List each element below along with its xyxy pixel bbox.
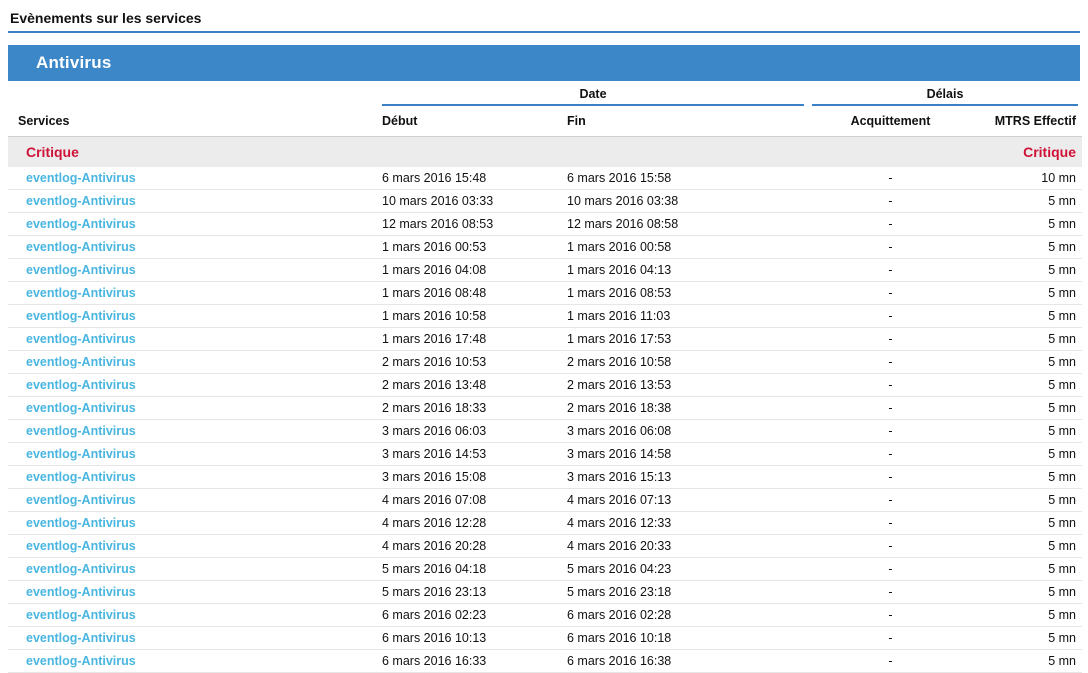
cell-fin: 1 mars 2016 17:53 (563, 328, 808, 351)
cell-mtrs: 5 mn (973, 282, 1082, 305)
table-row (8, 535, 1082, 558)
cell-debut: 2 mars 2016 18:33 (378, 397, 563, 420)
column-header-acquittement: Acquittement (808, 108, 973, 137)
cell-debut: 5 mars 2016 23:13 (378, 581, 563, 604)
cell-mtrs: 5 mn (973, 351, 1082, 374)
cell-fin: 1 mars 2016 04:13 (563, 259, 808, 282)
cell-debut: 2 mars 2016 10:53 (378, 351, 563, 374)
cell-fin: 4 mars 2016 20:33 (563, 535, 808, 558)
cell-debut: 6 mars 2016 16:33 (378, 650, 563, 673)
cell-acquittement: - (808, 190, 973, 213)
service-link[interactable]: eventlog-Antivirus (8, 443, 378, 466)
cell-mtrs: 5 mn (973, 604, 1082, 627)
cell-debut: 6 mars 2016 02:23 (378, 604, 563, 627)
cell-fin: 1 mars 2016 11:03 (563, 305, 808, 328)
table-row (8, 282, 1082, 305)
service-link[interactable]: eventlog-Antivirus (8, 512, 378, 535)
events-table-body (8, 81, 1082, 673)
group-header-delais (808, 81, 1082, 108)
cell-mtrs: 5 mn (973, 397, 1082, 420)
table-row (8, 420, 1082, 443)
service-link[interactable]: eventlog-Antivirus (8, 581, 378, 604)
table-row (8, 627, 1082, 650)
cell-acquittement: - (808, 466, 973, 489)
cell-acquittement: - (808, 305, 973, 328)
table-row (8, 328, 1082, 351)
cell-mtrs: 5 mn (973, 558, 1082, 581)
cell-debut: 4 mars 2016 07:08 (378, 489, 563, 512)
cell-fin: 2 mars 2016 10:58 (563, 351, 808, 374)
cell-mtrs: 5 mn (973, 489, 1082, 512)
service-link[interactable]: eventlog-Antivirus (8, 374, 378, 397)
cell-acquittement: - (808, 213, 973, 236)
table-row (8, 259, 1082, 282)
group-header-spacer (8, 81, 378, 108)
table-row (8, 305, 1082, 328)
service-link[interactable]: eventlog-Antivirus (8, 351, 378, 374)
service-link[interactable]: eventlog-Antivirus (8, 627, 378, 650)
service-link[interactable]: eventlog-Antivirus (8, 236, 378, 259)
table-row (8, 213, 1082, 236)
cell-debut: 3 mars 2016 06:03 (378, 420, 563, 443)
service-link[interactable]: eventlog-Antivirus (8, 259, 378, 282)
cell-fin: 2 mars 2016 18:38 (563, 397, 808, 420)
cell-mtrs: 5 mn (973, 259, 1082, 282)
severity-label-right: Critique (973, 137, 1082, 168)
cell-fin: 6 mars 2016 02:28 (563, 604, 808, 627)
severity-spacer (808, 137, 973, 168)
cell-mtrs: 5 mn (973, 420, 1082, 443)
events-table (8, 81, 1082, 673)
cell-fin: 1 mars 2016 08:53 (563, 282, 808, 305)
cell-acquittement: - (808, 535, 973, 558)
service-link[interactable]: eventlog-Antivirus (8, 650, 378, 673)
cell-acquittement: - (808, 167, 973, 190)
service-link[interactable]: eventlog-Antivirus (8, 535, 378, 558)
cell-fin: 2 mars 2016 13:53 (563, 374, 808, 397)
cell-mtrs: 5 mn (973, 466, 1082, 489)
service-link[interactable]: eventlog-Antivirus (8, 558, 378, 581)
group-header-date-label: Date (382, 87, 804, 106)
service-link[interactable]: eventlog-Antivirus (8, 167, 378, 190)
title-divider (8, 31, 1080, 33)
column-header-debut: Début (378, 108, 563, 137)
cell-acquittement: - (808, 512, 973, 535)
cell-mtrs: 5 mn (973, 374, 1082, 397)
cell-acquittement: - (808, 420, 973, 443)
cell-acquittement: - (808, 397, 973, 420)
cell-debut: 12 mars 2016 08:53 (378, 213, 563, 236)
cell-mtrs: 5 mn (973, 328, 1082, 351)
cell-acquittement: - (808, 351, 973, 374)
cell-debut: 4 mars 2016 20:28 (378, 535, 563, 558)
cell-debut: 1 mars 2016 04:08 (378, 259, 563, 282)
service-link[interactable]: eventlog-Antivirus (8, 397, 378, 420)
group-header-date (378, 81, 808, 108)
page-title: Evènements sur les services (10, 10, 202, 26)
cell-debut: 1 mars 2016 17:48 (378, 328, 563, 351)
cell-acquittement: - (808, 328, 973, 351)
service-link[interactable]: eventlog-Antivirus (8, 213, 378, 236)
service-link[interactable]: eventlog-Antivirus (8, 420, 378, 443)
severity-label-left: Critique (8, 137, 808, 168)
table-row (8, 512, 1082, 535)
cell-fin: 6 mars 2016 16:38 (563, 650, 808, 673)
cell-fin: 6 mars 2016 15:58 (563, 167, 808, 190)
cell-mtrs: 5 mn (973, 581, 1082, 604)
cell-debut: 6 mars 2016 15:48 (378, 167, 563, 190)
cell-fin: 1 mars 2016 00:58 (563, 236, 808, 259)
cell-debut: 4 mars 2016 12:28 (378, 512, 563, 535)
cell-fin: 5 mars 2016 04:23 (563, 558, 808, 581)
table-row (8, 351, 1082, 374)
cell-acquittement: - (808, 259, 973, 282)
cell-acquittement: - (808, 236, 973, 259)
service-link[interactable]: eventlog-Antivirus (8, 489, 378, 512)
cell-mtrs: 5 mn (973, 512, 1082, 535)
group-header-delais-label: Délais (812, 87, 1078, 106)
cell-fin: 4 mars 2016 07:13 (563, 489, 808, 512)
cell-mtrs: 5 mn (973, 236, 1082, 259)
cell-debut: 10 mars 2016 03:33 (378, 190, 563, 213)
table-row (8, 558, 1082, 581)
cell-debut: 3 mars 2016 15:08 (378, 466, 563, 489)
cell-mtrs: 5 mn (973, 627, 1082, 650)
table-row (8, 604, 1082, 627)
cell-mtrs: 5 mn (973, 650, 1082, 673)
table-row (8, 489, 1082, 512)
cell-debut: 2 mars 2016 13:48 (378, 374, 563, 397)
table-row (8, 650, 1082, 673)
column-header-row (8, 108, 1082, 137)
cell-acquittement: - (808, 627, 973, 650)
severity-group-row (8, 137, 1082, 168)
cell-fin: 3 mars 2016 15:13 (563, 466, 808, 489)
cell-acquittement: - (808, 489, 973, 512)
cell-fin: 5 mars 2016 23:18 (563, 581, 808, 604)
cell-debut: 1 mars 2016 10:58 (378, 305, 563, 328)
cell-mtrs: 5 mn (973, 535, 1082, 558)
column-header-mtrs: MTRS Effectif (973, 108, 1082, 137)
column-header-services: Services (8, 108, 378, 137)
service-link[interactable]: eventlog-Antivirus (8, 604, 378, 627)
group-header-row (8, 81, 1082, 108)
cell-acquittement: - (808, 443, 973, 466)
cell-debut: 5 mars 2016 04:18 (378, 558, 563, 581)
table-row (8, 397, 1082, 420)
service-link[interactable]: eventlog-Antivirus (8, 190, 378, 213)
table-row (8, 466, 1082, 489)
cell-fin: 10 mars 2016 03:38 (563, 190, 808, 213)
service-link[interactable]: eventlog-Antivirus (8, 328, 378, 351)
service-link[interactable]: eventlog-Antivirus (8, 466, 378, 489)
cell-fin: 4 mars 2016 12:33 (563, 512, 808, 535)
table-row (8, 374, 1082, 397)
cell-mtrs: 5 mn (973, 213, 1082, 236)
cell-mtrs: 5 mn (973, 190, 1082, 213)
table-row (8, 190, 1082, 213)
table-row (8, 581, 1082, 604)
cell-debut: 1 mars 2016 00:53 (378, 236, 563, 259)
cell-acquittement: - (808, 374, 973, 397)
cell-debut: 3 mars 2016 14:53 (378, 443, 563, 466)
cell-fin: 3 mars 2016 14:58 (563, 443, 808, 466)
cell-debut: 1 mars 2016 08:48 (378, 282, 563, 305)
service-link[interactable]: eventlog-Antivirus (8, 282, 378, 305)
cell-fin: 12 mars 2016 08:58 (563, 213, 808, 236)
table-row (8, 167, 1082, 190)
cell-mtrs: 5 mn (973, 443, 1082, 466)
cell-mtrs: 5 mn (973, 305, 1082, 328)
column-header-fin: Fin (563, 108, 808, 137)
cell-acquittement: - (808, 604, 973, 627)
cell-debut: 6 mars 2016 10:13 (378, 627, 563, 650)
table-row (8, 443, 1082, 466)
cell-acquittement: - (808, 282, 973, 305)
cell-acquittement: - (808, 650, 973, 673)
cell-fin: 3 mars 2016 06:08 (563, 420, 808, 443)
section-header-antivirus: Antivirus (8, 45, 1080, 81)
cell-acquittement: - (808, 581, 973, 604)
service-link[interactable]: eventlog-Antivirus (8, 305, 378, 328)
cell-acquittement: - (808, 558, 973, 581)
table-row (8, 236, 1082, 259)
cell-fin: 6 mars 2016 10:18 (563, 627, 808, 650)
cell-mtrs: 10 mn (973, 167, 1082, 190)
